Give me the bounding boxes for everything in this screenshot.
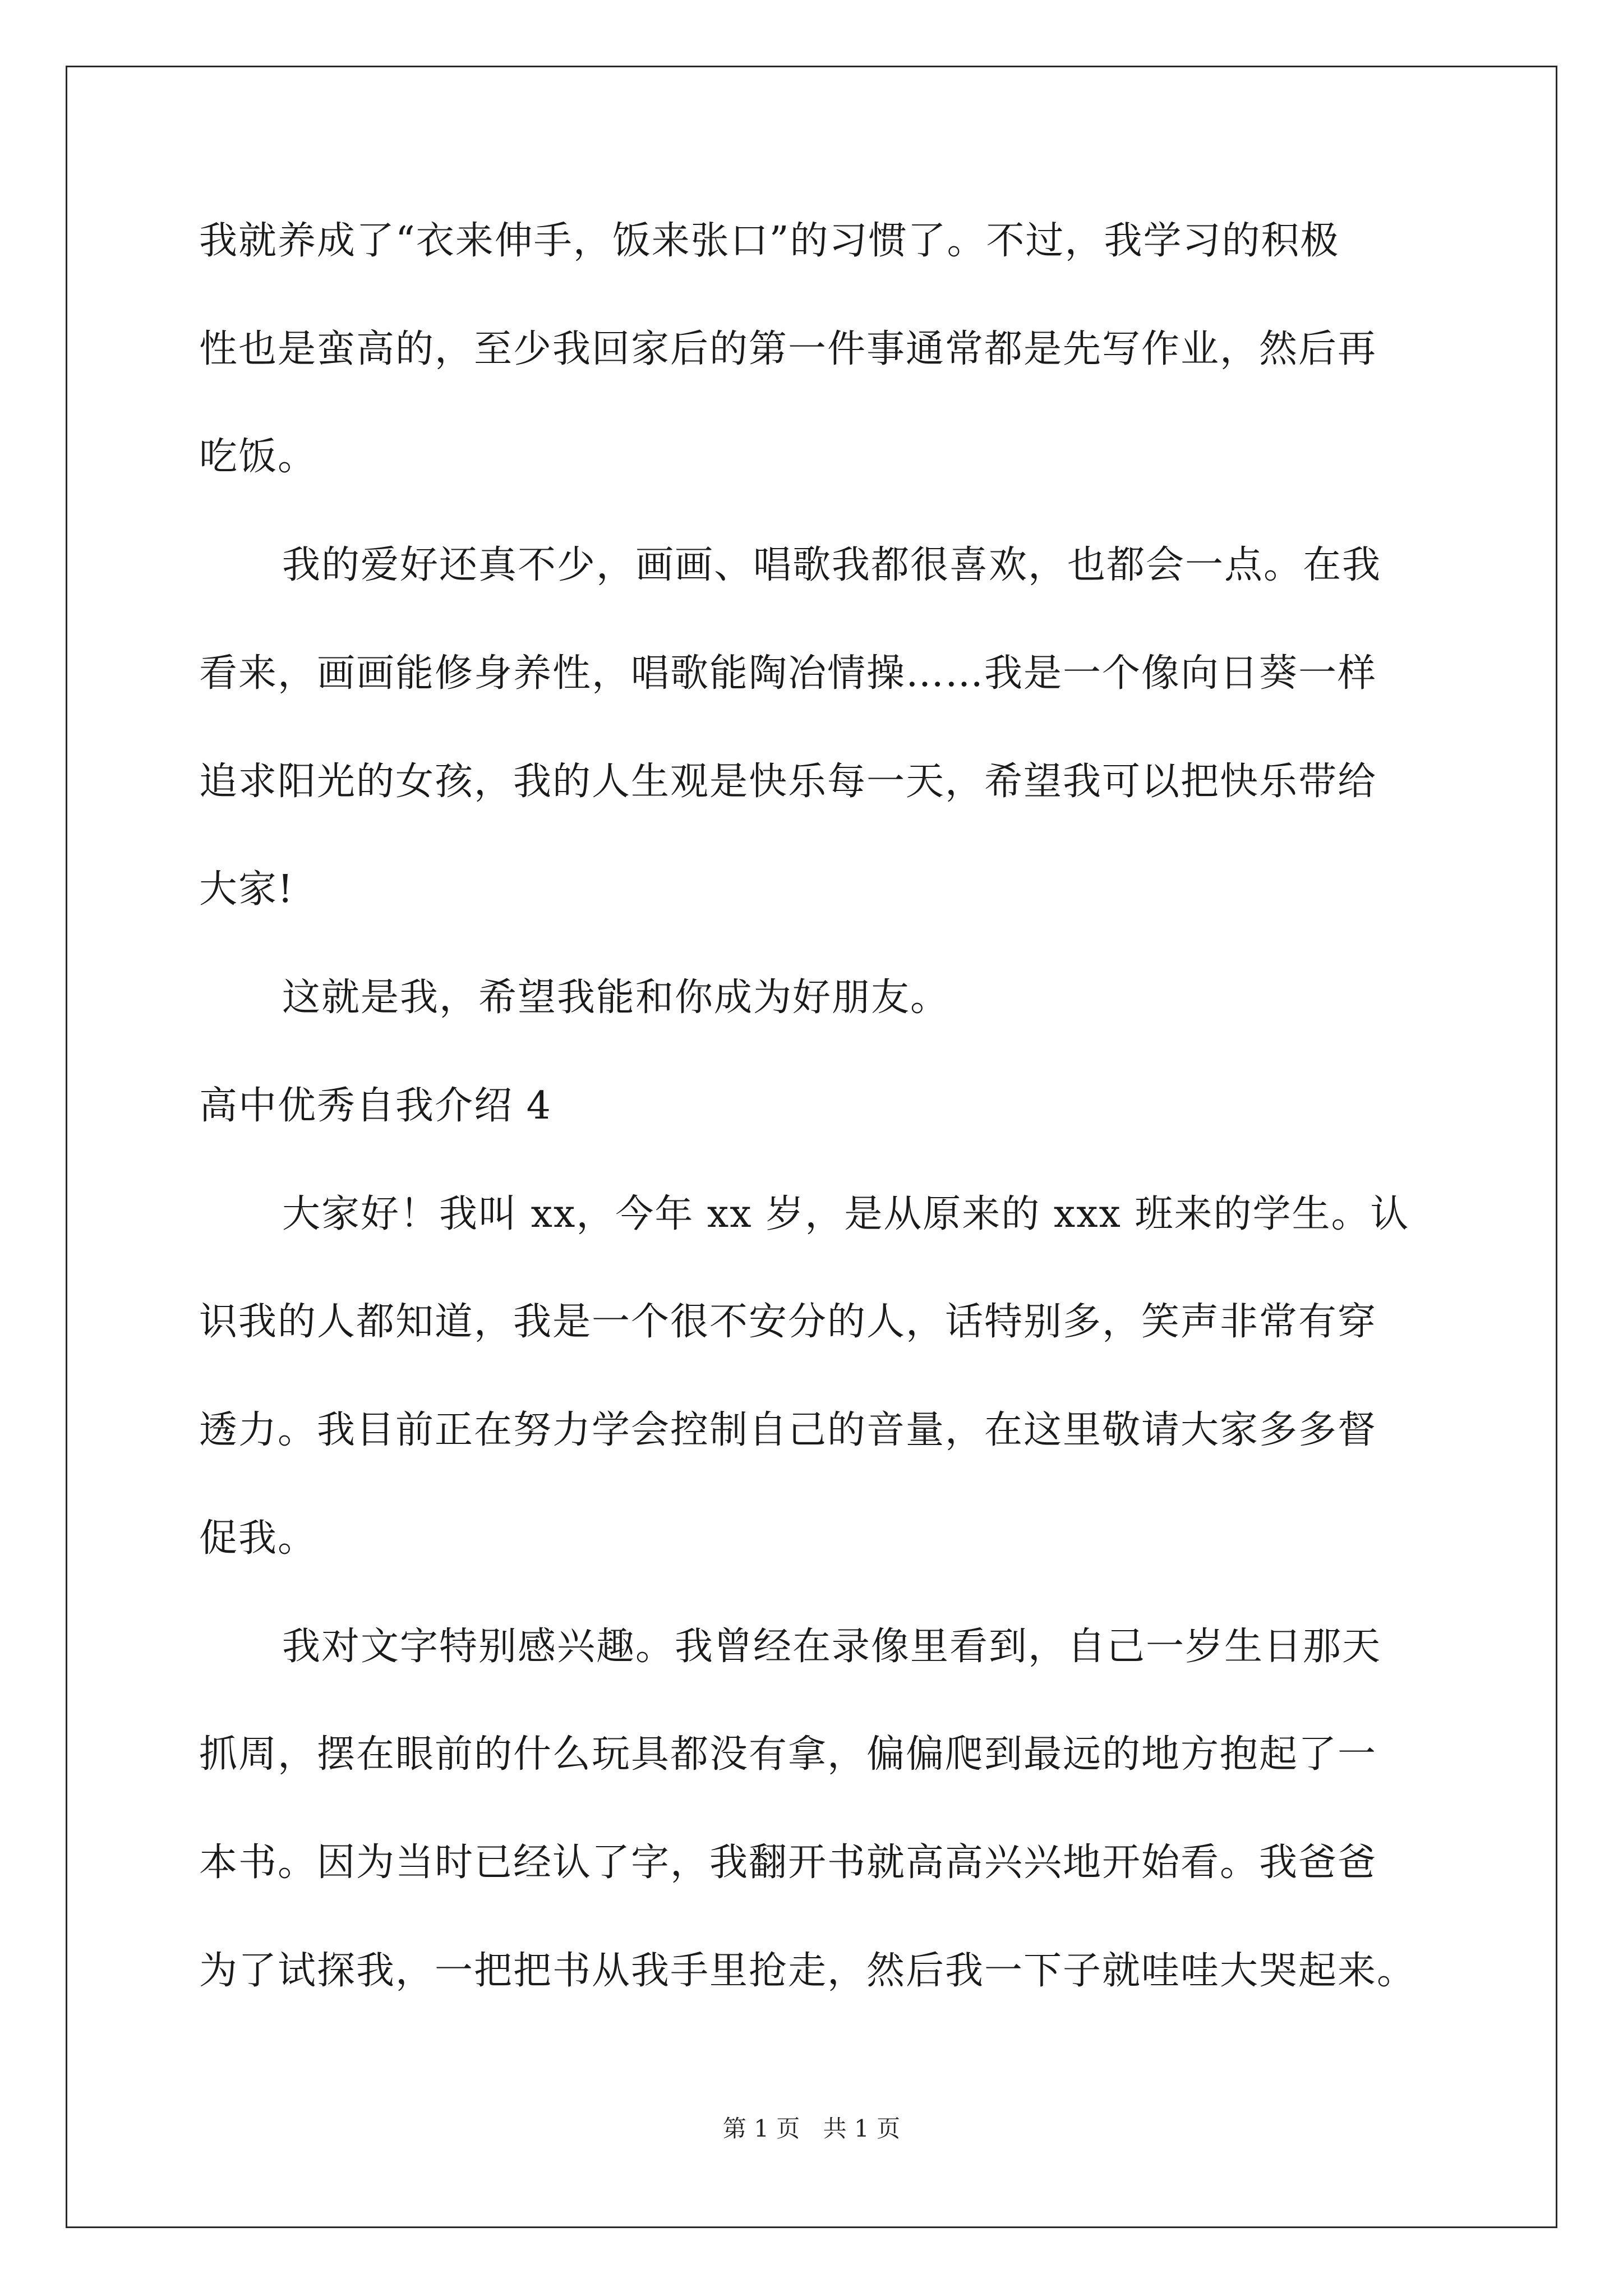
paragraph-line: 抓周，摆在眼前的什么玩具都没有拿，偏偏爬到最远的地方抱起了一: [199, 1732, 1377, 1777]
paragraph-line: 本书。因为当时已经认了字，我翻开书就高高兴兴地开始看。我爸爸: [199, 1841, 1377, 1885]
paragraph-line: 大家好！我叫 xx，今年 xx 岁，是从原来的 xxx 班来的学生。认: [282, 1192, 1410, 1236]
paragraph-line: 识我的人都知道，我是一个很不安分的人，话特别多，笑声非常有穿: [199, 1300, 1377, 1344]
section-heading: 高中优秀自我介绍 4: [199, 1084, 552, 1128]
paragraph-line: 促我。: [199, 1516, 317, 1561]
paragraph-line: 为了试探我，一把把书从我手里抢走，然后我一下子就哇哇大哭起来。: [199, 1949, 1417, 1993]
page-frame: [66, 66, 1557, 2228]
paragraph-line: 大家!: [199, 867, 294, 912]
paragraph-line: 看来，画画能修身养性，唱歌能陶冶情操……我是一个像向日葵一样: [199, 651, 1377, 696]
paragraph-line: 我的爱好还真不少，画画、唱歌我都很喜欢，也都会一点。在我: [282, 543, 1382, 587]
paragraph-line: 这就是我，希望我能和你成为好朋友。: [282, 976, 950, 1020]
paragraph-line: 性也是蛮高的，至少我回家后的第一件事通常都是先写作业，然后再: [199, 327, 1377, 371]
paragraph-line: 吃饭。: [199, 435, 317, 479]
page-footer: [0, 2115, 1623, 2143]
page-number: 第 1 页: [722, 2115, 800, 2142]
page-total: 共 1 页: [823, 2115, 901, 2142]
paragraph-line: 透力。我目前正在努力学会控制自己的音量，在这里敬请大家多多督: [199, 1408, 1377, 1452]
paragraph-line: 追求阳光的女孩，我的人生观是快乐每一天，希望我可以把快乐带给: [199, 760, 1377, 804]
paragraph-line: 我对文字特别感兴趣。我曾经在录像里看到，自己一岁生日那天: [282, 1625, 1382, 1669]
paragraph-line: 我就养成了“衣来伸手，饭来张口”的习惯了。不过，我学习的积极: [199, 219, 1340, 263]
